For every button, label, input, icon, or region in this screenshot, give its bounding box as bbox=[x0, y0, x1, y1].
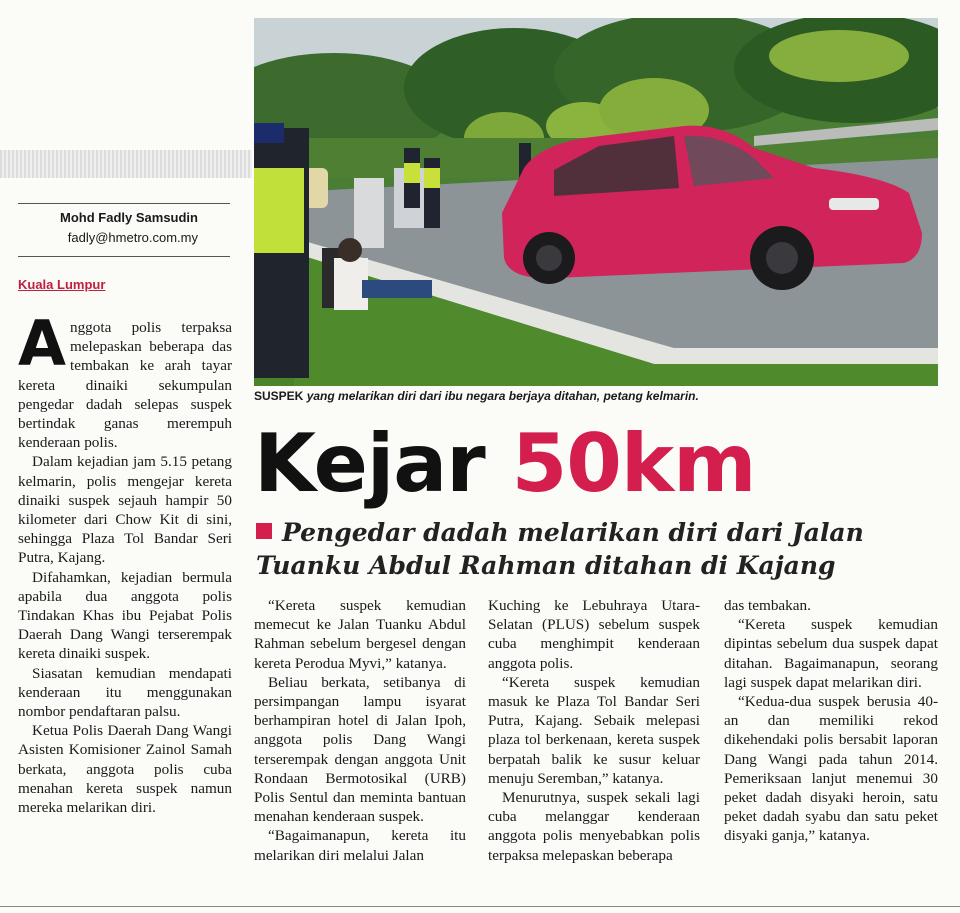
paragraph: “Kereta suspek kemudian memecut ke Jalan Tuanku Abdul Rahman sebelum bergesel dengan kereta Perodua Myvi,” katanya. bbox=[254, 597, 466, 672]
paragraph bbox=[18, 307, 232, 452]
article-column-4 bbox=[724, 596, 938, 846]
dropcap: A bbox=[18, 307, 66, 380]
subhead-bullet bbox=[256, 523, 272, 539]
paragraph: Ketua Polis Daerah Dang Wangi Asisten Komisioner Zainol Samah berkata, anggota polis cuba menahan kereta suspek namun mereka melarikan diri. bbox=[18, 722, 232, 817]
dateline: Kuala Lumpur bbox=[18, 277, 106, 292]
paragraph: Dalam kejadian jam 5.15 petang kelmarin, polis mengejar kereta dinaiki suspek sejauh hampir 50 kilometer dari Chow Kit di sini, sehingga Plaza Tol Bandar Seri Putra, Kajang. bbox=[18, 453, 232, 567]
paragraph: “Kereta suspek kemudian masuk ke Plaza Tol Bandar Seri Putra, Kajang. Sebaik melepasi plaza tol berkenaan, kereta suspek berpatah balik ke susur keluar menuju Seremban,” katanya. bbox=[488, 673, 700, 787]
scan-artifact-band bbox=[0, 150, 252, 178]
article-column-1 bbox=[18, 307, 232, 817]
subheadline bbox=[256, 516, 936, 582]
paragraph: Siasatan kemudian mendapati kenderaan itu menggunakan nombor pendaftaran palsu. bbox=[18, 664, 232, 721]
paragraph: das tembakan. bbox=[724, 597, 811, 614]
byline-top-rule bbox=[18, 203, 230, 204]
caption-text: yang melarikan diri dari ibu negara berjaya ditahan, petang kelmarin. bbox=[306, 389, 699, 403]
photo-caption bbox=[254, 389, 938, 403]
byline-author: Mohd Fadly Samsudin bbox=[60, 210, 198, 225]
caption-lead: SUSPEK bbox=[254, 389, 304, 403]
headline bbox=[254, 418, 938, 510]
paragraph: Difahamkan, kejadian bermula apabila dua anggota polis Tindakan Khas ibu Pejabat Polis Daerah Dang Wangi terserempak kereta dinaiki suspek. bbox=[18, 568, 232, 663]
article-column-2 bbox=[254, 596, 466, 865]
page-bottom-rule bbox=[0, 906, 960, 907]
news-photo bbox=[254, 18, 938, 386]
byline-email: fadly@hmetro.com.my bbox=[67, 230, 198, 245]
paragraph: Menurutnya, suspek sekali lagi cuba melanggar kenderaan anggota polis menyebabkan polis terpaksa melepaskan beberapa bbox=[488, 789, 700, 864]
subhead-text: Pengedar dadah melarikan diri dari Jalan Tuanku Abdul Rahman ditahan di Kajang bbox=[256, 518, 864, 580]
headline-part2: 50km bbox=[511, 417, 756, 510]
article-column-3 bbox=[488, 596, 700, 865]
paragraph: “Kereta suspek kemudian dipintas sebelum dua suspek dapat ditahan. Bagaimanapun, seorang lagi suspek dapat melarikan diri. bbox=[724, 616, 938, 691]
paragraph: Beliau berkata, setibanya di persimpangan lampu isyarat berhampiran hotel di Jalan Ipoh, anggota polis Dang Wangi terserempak dengan anggota Unit Rondaan Bermotosikal (URB) Polis Sentul dan meminta bantuan menahan kenderaan suspek. bbox=[254, 673, 466, 826]
headline-part1: Kejar bbox=[254, 417, 485, 510]
byline-bottom-rule bbox=[18, 256, 230, 257]
photo-illustration bbox=[254, 18, 938, 386]
paragraph: “Kedua-dua suspek berusia 40-an dan memiliki rekod dikehendaki polis bersabit laporan Dang Wangi pada tahun 2014. Pemeriksaan lanjut menemui 30 peket dadah disyaki heroin, satu peket dadah syabu dan satu peket disyaki ganja,” katanya. bbox=[724, 693, 938, 845]
paragraph: Kuching ke Lebuhraya Utara-Selatan (PLUS) sebelum suspek cuba menghimpit kenderaan anggota polis. bbox=[488, 597, 700, 672]
paragraph-text: nggota polis terpaksa melepaskan beberapa das tembakan ke arah tayar kereta dinaiki sekumpulan pengedar dadah selepas suspek bertindak ganas merempuh kenderaan polis. bbox=[18, 319, 232, 452]
paragraph: “Bagaimanapun, kereta itu melarikan diri melalui Jalan bbox=[254, 827, 466, 864]
